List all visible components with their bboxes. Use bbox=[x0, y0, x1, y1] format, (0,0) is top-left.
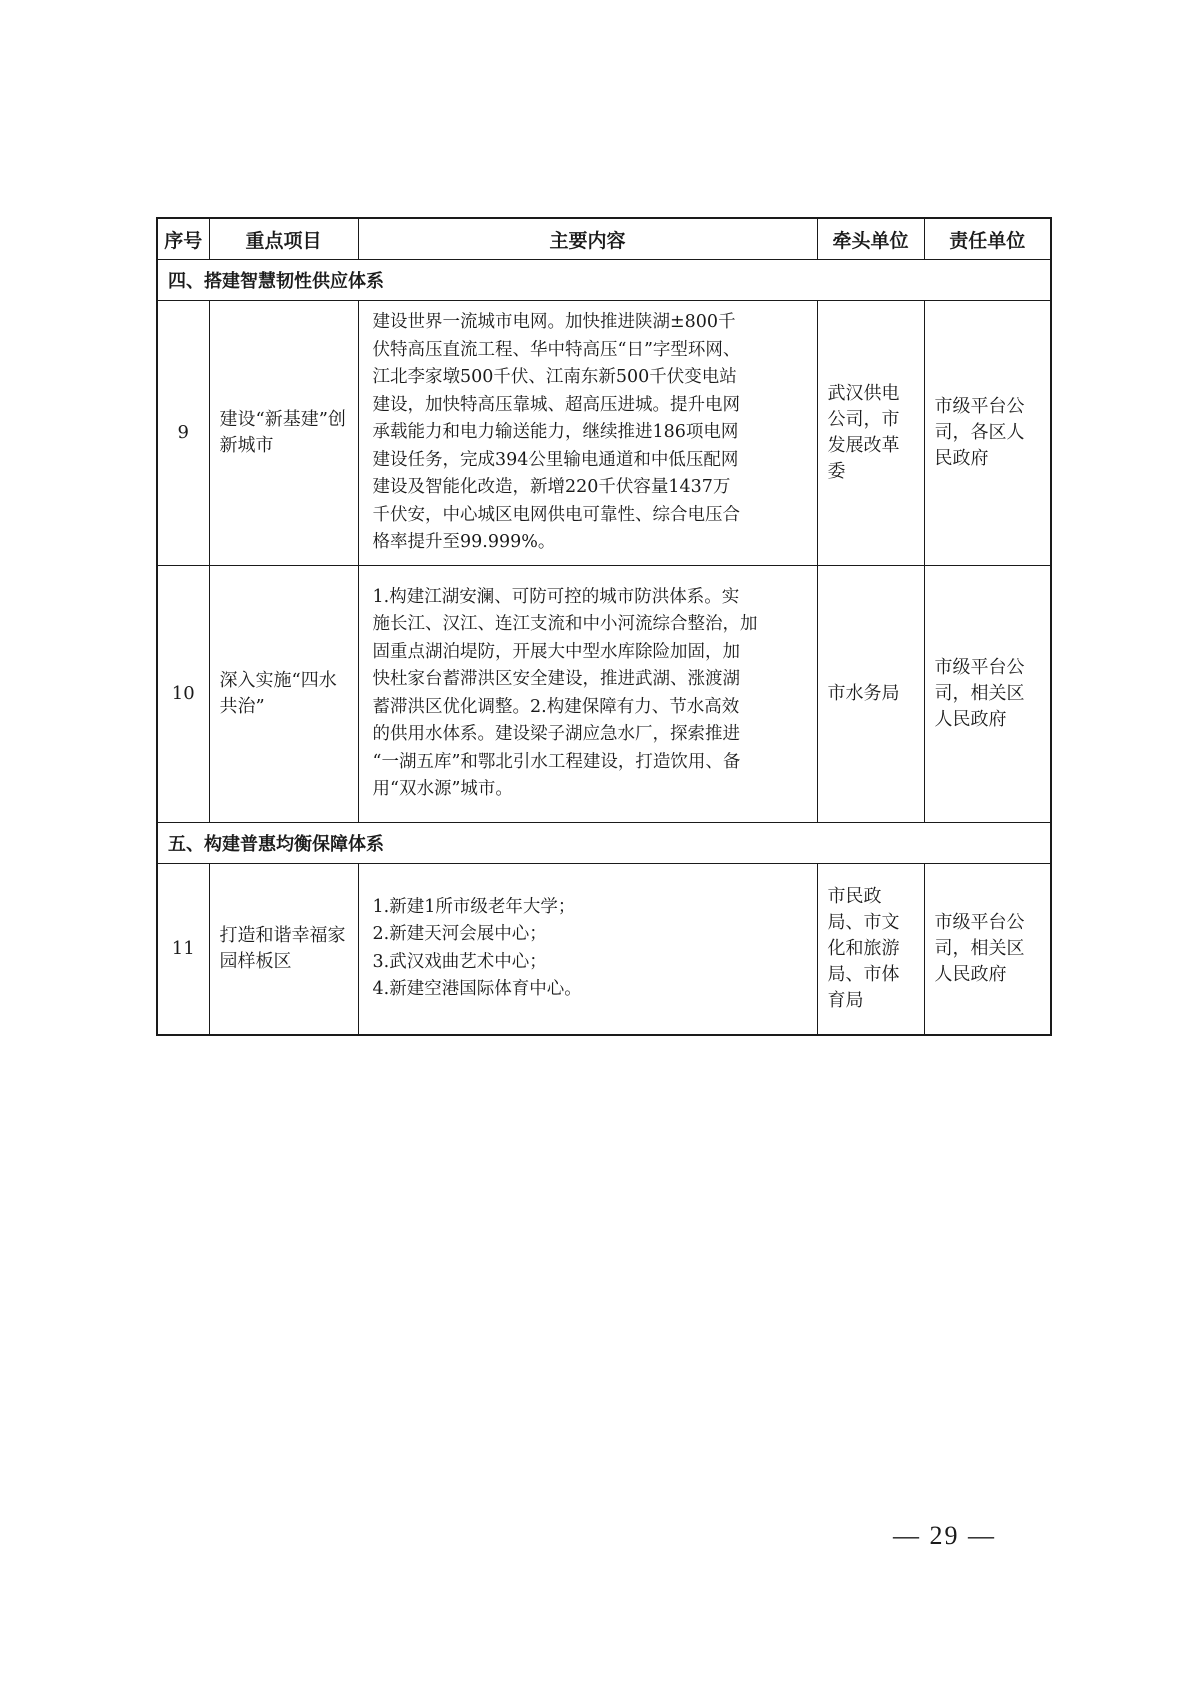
project-name: 建设“新基建”创新城市 bbox=[209, 301, 358, 566]
project-content bbox=[358, 301, 817, 566]
lead-unit: 武汉供电公司，市发展改革委 bbox=[817, 301, 924, 566]
content-line: 1.构建江湖安澜、可防可控的城市防洪体系。实 bbox=[372, 586, 740, 607]
content-line: 建设，加快特高压靠城、超高压进城。提升电网 bbox=[372, 394, 740, 415]
content-line: 2.新建天河会展中心； bbox=[372, 924, 547, 945]
header-content: 主要内容 bbox=[358, 218, 817, 260]
row-number: 11 bbox=[157, 863, 209, 1035]
section-row bbox=[157, 260, 1051, 301]
responsible-unit: 市级平台公司，相关区人民政府 bbox=[924, 565, 1051, 822]
header-responsible-unit: 责任单位 bbox=[924, 218, 1051, 260]
content-line: 1.新建1所市级老年大学； bbox=[372, 896, 576, 917]
content-line: 承载能力和电力输送能力，继续推进186项电网 bbox=[372, 422, 739, 442]
project-name: 打造和谐幸福家园样板区 bbox=[209, 863, 358, 1035]
header-seq: 序号 bbox=[157, 218, 209, 260]
project-name: 深入实施“四水共治” bbox=[209, 565, 358, 822]
row-number: 10 bbox=[157, 565, 209, 822]
content-line: “一湖五库”和鄂北引水工程建设，打造饮用、备 bbox=[372, 751, 741, 772]
lead-unit: 市民政局、市文化和旅游局、市体育局 bbox=[817, 863, 924, 1035]
content-line: 建设及智能化改造，新增220千伏容量1437万 bbox=[372, 477, 731, 497]
project-content bbox=[358, 565, 817, 822]
header-project: 重点项目 bbox=[209, 218, 358, 260]
content-line: 固重点湖泊堤防，开展大中型水库除险加固，加 bbox=[372, 641, 740, 662]
content-line: 建设任务，完成394公里输电通道和中低压配网 bbox=[372, 449, 739, 470]
responsible-unit: 市级平台公司，相关区人民政府 bbox=[924, 863, 1051, 1035]
header-lead-unit: 牵头单位 bbox=[817, 218, 924, 260]
section-title: 四、搭建智慧韧性供应体系 bbox=[157, 260, 1051, 301]
table-row bbox=[157, 301, 1051, 566]
content-line: 施长江、汉江、连江支流和中小河流综合整治，加 bbox=[372, 614, 758, 634]
content-line: 4.新建空港国际体育中心。 bbox=[372, 979, 582, 1000]
content-line: 伏特高压直流工程、华中特高压“日”字型环网、 bbox=[372, 339, 741, 360]
content-line: 千伏安，中心城区电网供电可靠性、综合电压合 bbox=[372, 504, 740, 525]
content-line: 快杜家台蓄滞洪区安全建设，推进武湖、涨渡湖 bbox=[372, 669, 740, 689]
page-number: — 29 — bbox=[893, 1521, 996, 1550]
content-line: 建设世界一流城市电网。加快推进陕湖±800千 bbox=[372, 312, 736, 332]
project-content bbox=[358, 863, 817, 1035]
content-line: 格率提升至99.999%。 bbox=[372, 532, 556, 552]
lead-unit: 市水务局 bbox=[817, 565, 924, 822]
table-row bbox=[157, 863, 1051, 1035]
section-title: 五、构建普惠均衡保障体系 bbox=[157, 822, 1051, 863]
table-row bbox=[157, 565, 1051, 822]
content-line: 蓄滞洪区优化调整。2.构建保障有力、节水高效 bbox=[372, 696, 740, 717]
section-row bbox=[157, 822, 1051, 863]
row-number: 9 bbox=[157, 301, 209, 566]
project-table bbox=[156, 217, 1052, 1036]
responsible-unit: 市级平台公司，各区人民政府 bbox=[924, 301, 1051, 566]
content-line: 用“双水源”城市。 bbox=[372, 779, 513, 799]
table-header-row bbox=[157, 218, 1051, 260]
content-line: 的供用水体系。建设梁子湖应急水厂，探索推进 bbox=[372, 724, 740, 744]
content-line: 江北李家墩500千伏、江南东新500千伏变电站 bbox=[372, 367, 737, 387]
content-line: 3.武汉戏曲艺术中心； bbox=[372, 951, 547, 972]
